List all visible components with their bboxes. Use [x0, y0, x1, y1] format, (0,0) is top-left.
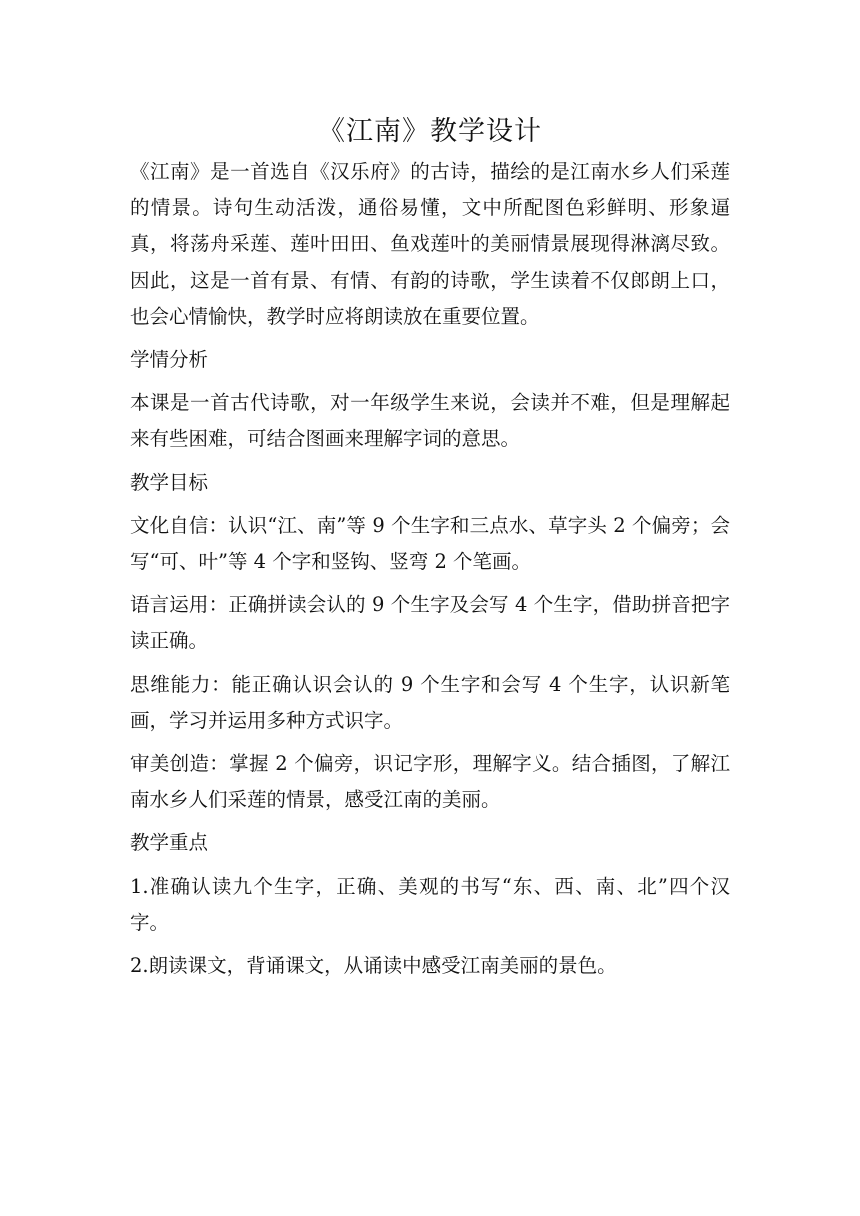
goal-cultural-confidence: 文化自信：认识“江、南”等 9 个生字和三点水、草字头 2 个偏旁；会写“可、叶”等 4 个字和竖钩、竖弯 2 个笔画。 [130, 513, 730, 574]
section-paragraph: 本课是一首古代诗歌，对一年级学生来说，会读并不难，但是理解起来有些困难，可结合图画来理解字词的意思。 [130, 391, 730, 451]
focus-item-1: 1.准确认读九个生字，正确、美观的书写“东、西、南、北”四个汉字。 [130, 874, 730, 934]
section-teaching-focus [130, 825, 730, 984]
document-title: 《江南》教学设计 [318, 116, 542, 147]
section-heading: 学情分析 [130, 348, 209, 372]
goal-aesthetic-creation: 审美创造：掌握 2 个偏旁，识记字形，理解字义。结合插图，了解江南水乡人们采莲的情景，感受江南的美丽。 [130, 752, 730, 812]
section-heading: 教学目标 [130, 470, 209, 494]
goal-language-use: 语言运用：正确拼读会认的 9 个生字及会写 4 个生字，借助拼音把字读正确。 [130, 593, 730, 653]
section-teaching-goals [130, 465, 730, 819]
section-heading: 教学重点 [130, 831, 209, 855]
focus-item-2: 2.朗读课文，背诵课文，从诵读中感受江南美丽的景色。 [130, 954, 617, 978]
document-page [130, 106, 730, 991]
intro-paragraph: 《江南》是一首选自《汉乐府》的古诗，描绘的是江南水乡人们采莲的情景。诗句生动活泼，通俗易懂，文中所配图色彩鲜明、形象逼真，将荡舟采莲、莲叶田田、鱼戏莲叶的美丽情景展现得淋漓尽致。因此，这是一首有景、有情、有韵的诗歌，学生读着不仅郎朗上口，也会心情愉快，教学时应将朗读放在重要位置。 [130, 160, 730, 328]
goal-thinking-ability: 思维能力：能正确认识会认的 9 个生字和会写 4 个生字，认识新笔画，学习并运用多种方式识字。 [130, 672, 730, 732]
section-learning-analysis [130, 342, 730, 458]
